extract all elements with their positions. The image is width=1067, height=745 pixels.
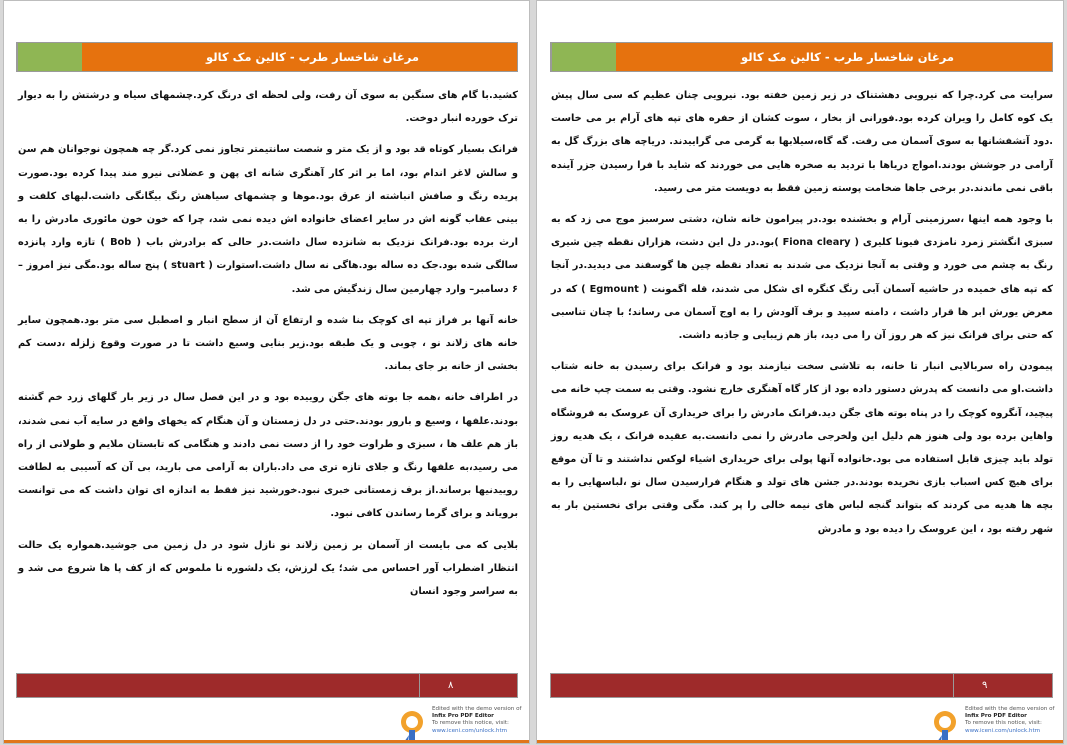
page-footer bbox=[16, 673, 518, 698]
page-footer bbox=[550, 673, 1053, 698]
paragraph: بلایی که می بایست از آسمان بر زمین زلاند نو نازل شود در دل زمین می جوشید.همواره یک حالت انتظار اضطراب آور احساس می شد؛ یک لرزش، یک دلشوره نا ملموس که از کف پا ها شروع می شد و به سراسر وجود انسان bbox=[18, 539, 518, 598]
watermark-line: Edited with the demo version of bbox=[965, 706, 1055, 712]
paragraph: سرایت می کرد.چرا که نیرویی دهشتناک در زیر زمین خفته بود. نیرویی چنان عظیم که سی سال پیش یک کوه کامل را ویران کرده بود.فورانی از بخار ، سوت کشان از حفره های تپه های آرام بر می خاست .دود آتشفشانها به سوی آسمان می رفت. گه گاه،سیلابها به گرمی می گراییدند. دریاچه های بزرگ گل به آرامی در جوشش بودند.امواج دریاها با تردید به صخره هایی می خوردند که شاید با فرا رسیدن جزر آینده باقی نمی ماندند.در برخی جاها ضخامت پوسته زمین فقط به دویست متر می رسید. bbox=[551, 90, 1053, 194]
paragraph: در اطراف خانه ،همه جا بوته های جگن روییده بود و در این فصل سال در زیر بار گلهای زرد خم گشته بودند.علفها ، وسیع و بارور بودند.حتی در دل زمستان و آن هنگام که یخهای واقع در سایه آب نمی شدند، باز هم علف ها ، سبزی و طراوت خود را از دست نمی دادند و هنگامی که تابستان ملایم و طولانی از راه می رسید،به علفها رنگ و جلای تازه تری می داد.باران به آرامی می بارید، بی آن که آسیبی به لطافت روییدنیها برساند.از برف زمستانی خبری نبود.خورشید نیز فقط به اندازه ای توان داشت که می توانست برویاند و برای گرما رساندن کافی نبود. bbox=[18, 392, 518, 520]
watermark-product: Infix Pro PDF Editor bbox=[965, 713, 1027, 720]
header-title: مرغان شاخسار طرب - کالین مک کالو bbox=[82, 43, 517, 71]
paragraph: فرانک بسیار کوتاه قد بود و از یک متر و شصت سانتیمتر تجاوز نمی کرد.گر چه همچون نوجوانان هم سن و سالش لاغر اندام بود، اما بر اثر کار آهنگری شانه ای پهن و عضلاتی نیرو مند پیدا کرده بود.صورت پریده رنگ و صافش انباشته از عرق بود.موها و چشمهای سیاهش رنگ بیگانگی داشت.لبهای کلفت و بینی عقاب گونه اش در سایر اعضای خانواده اش دیده نمی شد، چرا که خون خون مائوری مادرش را به ارث برده بود.فرانک نزدیک به شانزده سال داشت.در حالی که برادرش باب ( Bob ) تازه وارد پانزده سالگی شده بود.جک ده ساله بود.هاگی نه سال داشت.استوارت ( stuart ) پنج ساله بود.مگی نیز امروز – ۶ دسامبر– وارد چهارمین سال زندگیش می شد. bbox=[18, 144, 519, 295]
paragraph: خانه آنها بر فراز تپه ای کوچک بنا شده و ارتفاع آن از سطح انبار و اصطبل سی متر بود.همچون سایر خانه های زلاند نو ، چوبی و یک طبقه بود.زیر بنایی وسیع داشت تا در صورت وقوع زلزله ،دست کم بخشی از خانه بر جای بماند. bbox=[18, 314, 518, 373]
watermark-link[interactable]: www.iceni.com/unlock.htm bbox=[432, 727, 508, 734]
watermark-link[interactable]: www.iceni.com/unlock.htm bbox=[965, 727, 1041, 734]
watermark-line: Edited with the demo version of bbox=[432, 706, 522, 712]
page-number: ۹ bbox=[953, 674, 1052, 697]
watermark-text bbox=[965, 706, 1055, 735]
page-number: ۸ bbox=[419, 674, 517, 697]
infix-logo-icon bbox=[400, 709, 426, 743]
paragraph: پیمودن راه سربالایی انبار تا خانه، به تلاشی سخت نیازمند بود و فرانک برای رسیدن به خانه شتاب داشت.او می دانست که پدرش دستور داده بود از کار گاه آهنگری خارج نشود. وقتی به سمت چپ خانه می پیچید، آنگروه کوچک را در پناه بوته های جگن دید.فرانک مادرش را برای خریداری آن عروسک به فروشگاه واهاین برده بود ولی هنوز هم دلیل این ولخرجی مادرش را نمی دانست.به عقیده فرانک ، یک هدیه روز تولد باید چیزی قابل استفاده می بود.خانواده آنها پولی برای خریداری اشیاء لوکس نداشتند و تا آن موقع برای هیچ کس اسباب بازی نخریده بودند.در جشن های تولد و هنگام فرارسیدن سال نو ،لباسهایی را به بچه ها هدیه می کردند که بتواند گنجه لباس های نیمه خالی را پر کند. مگی وقتی برای نخستین بار به شهر رفته بود ، این عروسک را دیده بود و مادرش bbox=[551, 361, 1053, 535]
page-body bbox=[551, 84, 1053, 549]
page-9 bbox=[536, 0, 1064, 744]
watermark-line: To remove this notice, visit: bbox=[432, 720, 509, 727]
paragraph: با وجود همه اینها ،سرزمینی آرام و بخشنده بود.در پیرامون خانه شان، دشتی سرسبز موج می زد که به سبزی انگشتر زمرد نامزدی فیونا کلیری ( Fiona cleary )بود.در دل این دشت، هزاران نقطه چین شیری رنگ به چشم می خورد و وقتی به آنجا نزدیک می شدند به تعداد نقطه چین ها گوسفند می دیدید.در آنجا که تپه های خمیده در حاشیه آسمان آبی رنگ کنگره ای شکل می شدند، قله اگمونت ( Egmount ) که در معرض یورش ابر ها قرار داشت ، دامنه سپید و برف آلودش را به اوج آسمان می رساند؛ با چنان تناسبی که حتی برای فرانک نیز که هر روز آن را می دید، باز هم زیبایی و جاذبه داشت. bbox=[551, 214, 1053, 342]
watermark-line: To remove this notice, visit: bbox=[965, 720, 1042, 727]
watermark-text bbox=[432, 706, 522, 735]
page-8 bbox=[3, 0, 530, 744]
header-accent-green bbox=[17, 43, 82, 71]
page-body bbox=[18, 84, 518, 611]
infix-logo-icon bbox=[933, 709, 959, 743]
footer-accent bbox=[551, 674, 953, 697]
paragraph: کشید.با گام های سنگین به سوی آن رفت، ولی لحظه ای درنگ کرد.چشمهای سیاه و درشتش را به دیوار ترک خورده انبار دوخت. bbox=[18, 90, 518, 125]
page-header bbox=[550, 42, 1053, 72]
demo-watermark[interactable] bbox=[933, 705, 1063, 745]
footer-accent bbox=[17, 674, 419, 697]
demo-watermark[interactable] bbox=[400, 705, 530, 745]
header-accent-green bbox=[551, 43, 616, 71]
page-header bbox=[16, 42, 518, 72]
header-title: مرغان شاخسار طرب - کالین مک کالو bbox=[616, 43, 1052, 71]
watermark-product: Infix Pro PDF Editor bbox=[432, 713, 494, 720]
